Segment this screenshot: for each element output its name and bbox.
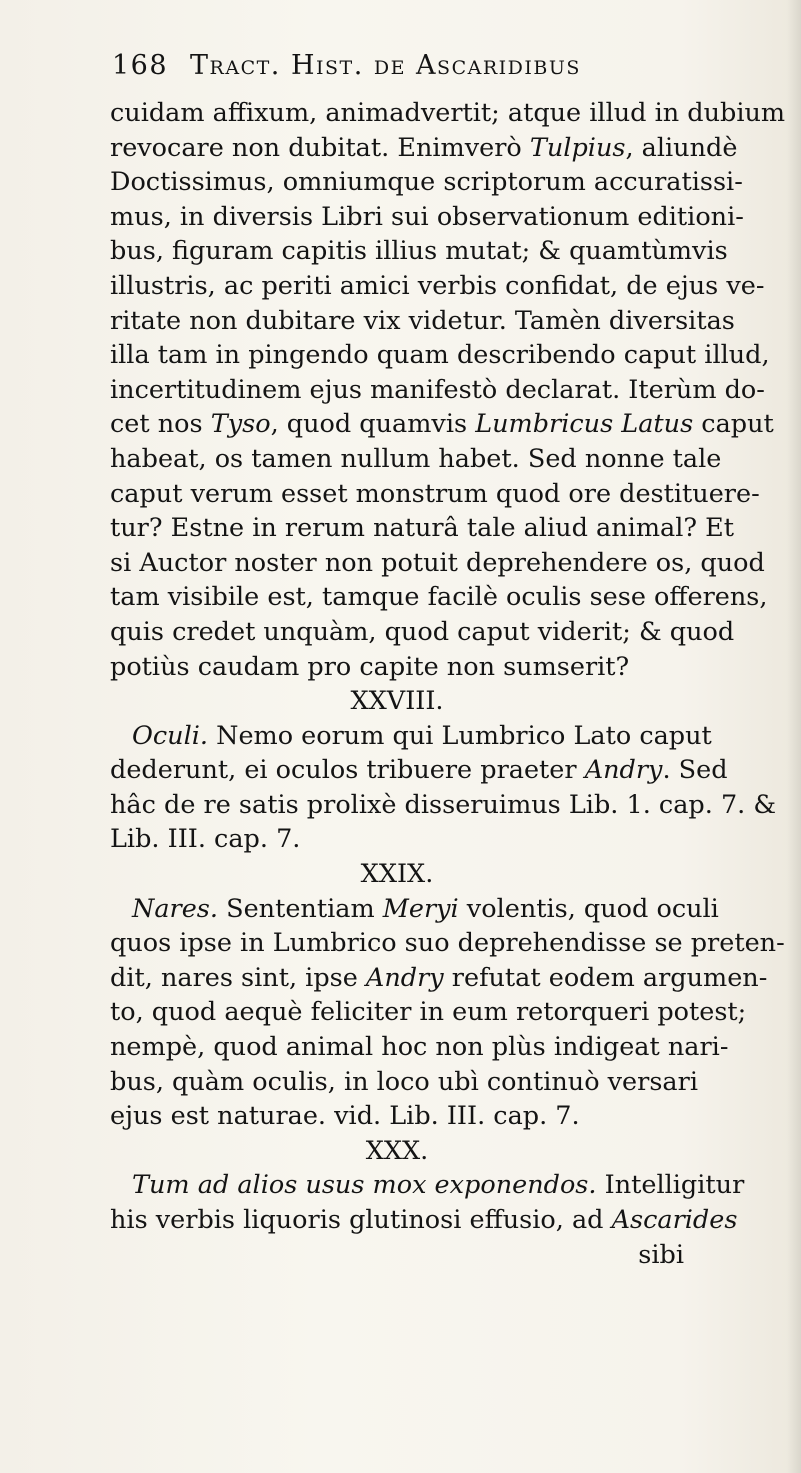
text-line: Doctissimus, omniumque scriptorum accuratissi- bbox=[110, 167, 743, 198]
text-line: illustris, ac periti amici verbis confidat, de ejus ve- bbox=[110, 270, 765, 301]
text-line: tam visibile est, tamque facilè oculis sese offerens, bbox=[110, 582, 768, 613]
text-line: cet nos Tyso, quod quamvis Lumbricus Latus caput bbox=[110, 409, 774, 440]
running-title: Tract. Hist. de Ascaridibus bbox=[190, 50, 581, 81]
text-line: caput verum esset monstrum quod ore destituere- bbox=[110, 478, 760, 509]
text-line: habeat, os tamen nullum habet. Sed nonne tale bbox=[110, 443, 722, 474]
text-line: cuidam affixum, animadvertit; atque illud in dubium bbox=[110, 98, 786, 128]
text-line: illa tam in pingendo quam describendo caput illud, bbox=[110, 340, 770, 371]
page-number: 168 bbox=[112, 50, 169, 81]
section-heading-xxviii: XXVIII. bbox=[350, 686, 444, 717]
catchword: sibi bbox=[638, 1239, 684, 1270]
page-body bbox=[110, 96, 786, 1272]
text-line: mus, in diversis Libri sui observationum editioni- bbox=[110, 201, 744, 232]
text-line: hâc de re satis prolixè disseruimus Lib. 1. cap. 7. & bbox=[110, 789, 777, 820]
text-line: Lib. III. cap. 7. bbox=[110, 824, 301, 855]
text-line: dit, nares sint, ipse Andry refutat eodem argumen- bbox=[110, 962, 768, 993]
text-line: Oculi. Nemo eorum qui Lumbrico Lato caput bbox=[132, 720, 712, 751]
text-line: ritate non dubitare vix videtur. Tamèn diversitas bbox=[110, 305, 735, 336]
text-line: his verbis liquoris glutinosi effusio, ad Ascarides bbox=[110, 1205, 738, 1235]
page-edge-shadow bbox=[787, 0, 801, 1473]
section-heading-xxix: XXIX. bbox=[360, 859, 434, 890]
text-line: bus, figuram capitis illius mutat; & quamtùmvis bbox=[110, 236, 728, 267]
section-heading-xxx: XXX. bbox=[365, 1135, 429, 1166]
text-line: incertitudinem ejus manifestò declarat. Iterùm do- bbox=[110, 374, 765, 405]
text-line: si Auctor noster non potuit deprehendere os, quod bbox=[110, 547, 765, 578]
text-line: ejus est naturae. vid. Lib. III. cap. 7. bbox=[110, 1101, 580, 1132]
text-line: potiùs caudam pro capite non sumserit? bbox=[110, 651, 630, 682]
text-line: bus, quàm oculis, in loco ubì continuò versari bbox=[110, 1066, 698, 1097]
text-line: to, quod aequè feliciter in eum retorqueri potest; bbox=[110, 997, 747, 1028]
running-header bbox=[112, 50, 692, 90]
text-line: quos ipse in Lumbrico suo deprehendisse se preten- bbox=[110, 928, 785, 959]
text-line: revocare non dubitat. Enimverò Tulpius, aliundè bbox=[110, 132, 738, 163]
text-line: tur? Estne in rerum naturâ tale aliud animal? Et bbox=[110, 513, 734, 544]
text-line: nempè, quod animal hoc non plùs indigeat nari- bbox=[110, 1032, 729, 1063]
text-line: quis credet unquàm, quod caput viderit; & quod bbox=[110, 616, 735, 647]
text-line: Tum ad alios usus mox exponendos. Intelligitur bbox=[132, 1170, 745, 1201]
text-line: Nares. Sententiam Meryi volentis, quod oculi bbox=[132, 893, 719, 924]
text-line: dederunt, ei oculos tribuere praeter Andry. Sed bbox=[110, 755, 728, 786]
